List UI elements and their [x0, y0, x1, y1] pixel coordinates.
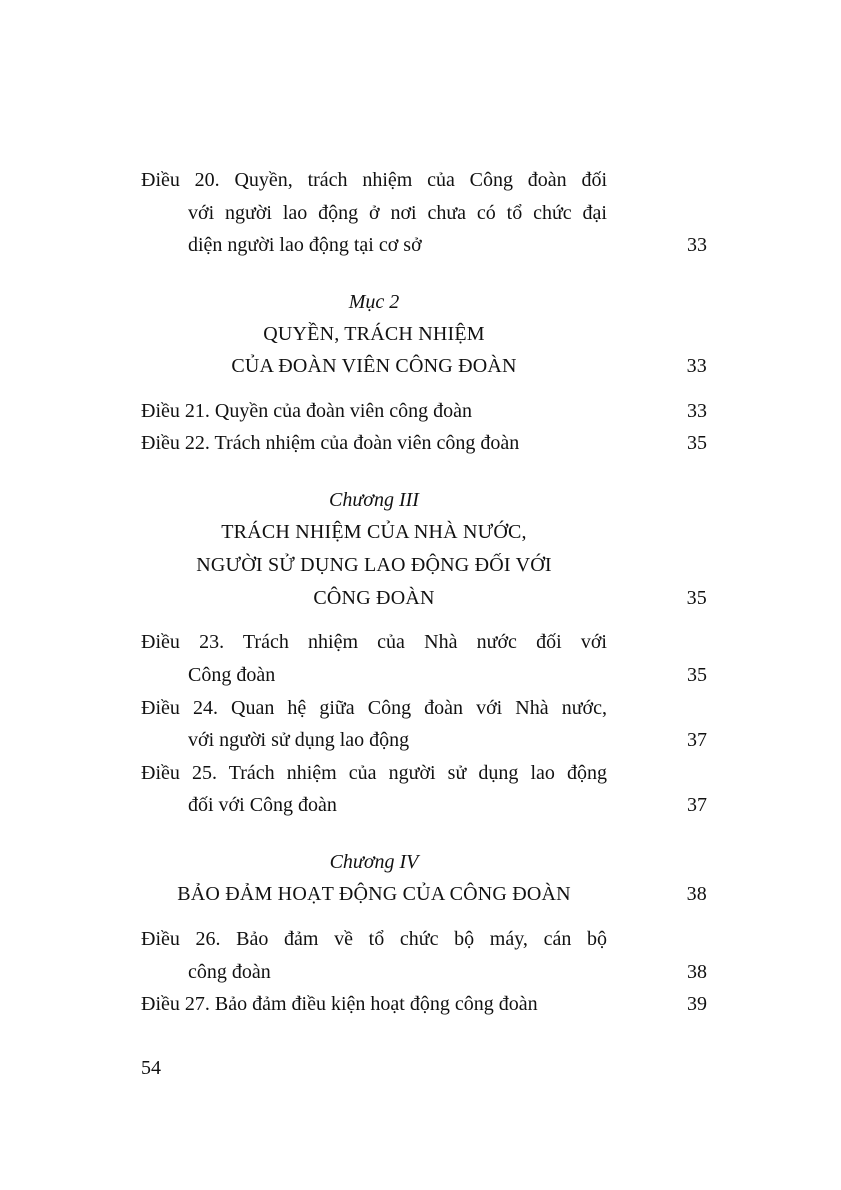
entry-20-text-line3: diện người lao động tại cơ sở — [188, 234, 422, 256]
chapter-4-label: Chương IV — [329, 851, 419, 873]
section-muc2-label: Mục 2 — [348, 291, 400, 313]
chapter-4-title1: BẢO ĐẢM HOẠT ĐỘNG CỦA CÔNG ĐOÀN — [177, 883, 571, 905]
toc-entry-24-line1 — [141, 692, 707, 724]
entry-23-text-line2: Công đoàn — [188, 664, 276, 686]
entry-22-page-number: 35 — [687, 432, 707, 454]
entry-25-text-line1: Điều 25. Trách nhiệm của người sử dụng lao động — [141, 762, 607, 784]
chapter-3-title3: CÔNG ĐOÀN — [313, 587, 435, 609]
entry-26-page-number: 38 — [687, 961, 707, 983]
chapter-3-title-line2 — [141, 549, 707, 581]
chapter-3-page-number: 35 — [686, 587, 707, 609]
toc-entry-22 — [141, 427, 707, 459]
entry-20-page-number: 33 — [687, 234, 707, 256]
toc-entry-26-line1 — [141, 923, 707, 955]
entry-20-text-line2: với người lao động ở nơi chưa có tổ chức đại — [188, 202, 607, 224]
chapter-4-label-line — [141, 846, 707, 878]
section-muc2-label-line — [141, 286, 707, 318]
toc-entry-21 — [141, 395, 707, 427]
chapter-3-title-line1 — [141, 516, 707, 548]
chapter-3-title2: NGƯỜI SỬ DỤNG LAO ĐỘNG ĐỐI VỚI — [196, 554, 552, 576]
section-muc2-title-line1 — [141, 318, 707, 350]
toc-entry-23-line1 — [141, 626, 707, 658]
chapter-4-page-number: 38 — [686, 883, 707, 905]
entry-27-text: Điều 27. Bảo đảm điều kiện hoạt động công đoàn — [141, 993, 538, 1015]
toc-entry-20-line2 — [141, 197, 707, 229]
entry-22-text: Điều 22. Trách nhiệm của đoàn viên công đoàn — [141, 432, 520, 454]
entry-21-page-number: 33 — [687, 400, 707, 422]
toc-entry-25-line2 — [141, 789, 707, 821]
toc-entry-24-line2 — [141, 724, 707, 756]
toc-entry-23-line2 — [141, 659, 707, 691]
chapter-3-title1: TRÁCH NHIỆM CỦA NHÀ NƯỚC, — [221, 521, 527, 543]
entry-20-text-line1: Điều 20. Quyền, trách nhiệm của Công đoàn đối — [141, 169, 607, 191]
entry-25-text-line2: đối với Công đoàn — [188, 794, 337, 816]
entry-27-page-number: 39 — [687, 993, 707, 1015]
section-muc2-title1: QUYỀN, TRÁCH NHIỆM — [263, 323, 485, 345]
section-muc2-title-line2 — [141, 350, 707, 382]
entry-23-text-line1: Điều 23. Trách nhiệm của Nhà nước đối với — [141, 631, 607, 653]
toc-entry-25-line1 — [141, 757, 707, 789]
entry-25-page-number: 37 — [687, 794, 707, 816]
toc-entry-20-line1 — [141, 164, 707, 196]
entry-26-text-line2: công đoàn — [188, 961, 271, 983]
entry-26-text-line1: Điều 26. Bảo đảm về tổ chức bộ máy, cán bộ — [141, 928, 607, 950]
chapter-3-label: Chương III — [329, 489, 419, 511]
toc-entry-27 — [141, 988, 707, 1020]
entry-24-text-line2: với người sử dụng lao động — [188, 729, 410, 751]
entry-24-text-line1: Điều 24. Quan hệ giữa Công đoàn với Nhà nước, — [141, 697, 607, 719]
chapter-3-title-line3 — [141, 582, 707, 614]
toc-entry-26-line2 — [141, 956, 707, 988]
chapter-4-title-line1 — [141, 878, 707, 910]
entry-21-text: Điều 21. Quyền của đoàn viên công đoàn — [141, 400, 473, 422]
chapter-3-label-line — [141, 484, 707, 516]
entry-23-page-number: 35 — [687, 664, 707, 686]
section-muc2-page-number: 33 — [686, 355, 707, 377]
section-muc2-title2: CỦA ĐOÀN VIÊN CÔNG ĐOÀN — [231, 355, 517, 377]
footer-page-number: 54 — [141, 1057, 161, 1079]
toc-entry-20-line3 — [141, 229, 707, 261]
entry-24-page-number: 37 — [687, 729, 707, 751]
